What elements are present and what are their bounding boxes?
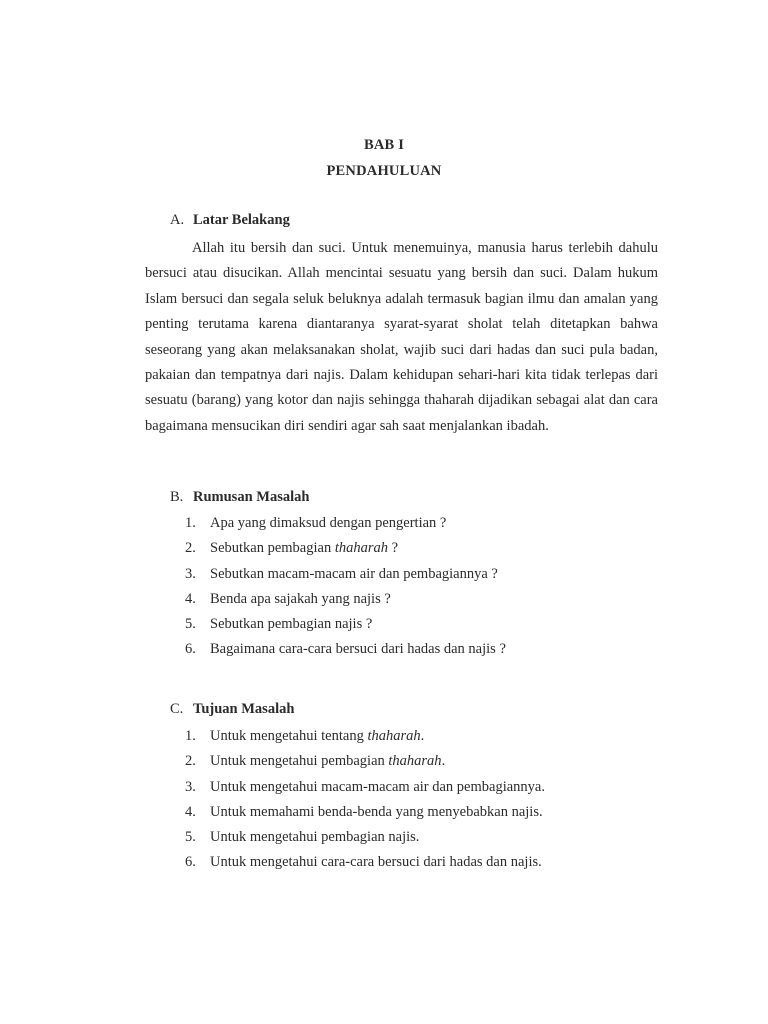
list-item	[185, 850, 545, 875]
chapter-number: BAB I	[363, 137, 405, 153]
list-item-number: 5.	[185, 829, 196, 846]
list-item	[185, 536, 506, 561]
section-a-letter: A.	[170, 212, 185, 228]
list-item	[185, 612, 506, 637]
list-item-number: 1.	[185, 515, 196, 531]
list-item	[185, 587, 506, 612]
list-item-text: Untuk mengetahui cara-cara bersuci dari hadas dan najis.	[210, 854, 542, 871]
list-item	[185, 724, 545, 749]
list-item-text: Benda apa sajakah yang najis ?	[210, 590, 391, 607]
list-item-suffix: .	[441, 753, 446, 770]
list-item-text: Untuk mengetahui macam-macam air dan pembagiannya.	[210, 778, 545, 795]
chapter-title: PENDAHULUAN	[326, 163, 442, 179]
background-paragraph: Allah itu bersih dan suci. Untuk menemuinya, manusia harus terlebih dahulu bersuci atau disucikan. Allah mencintai sesuatu yang bersih dan suci. Dalam hukum Islam bersuci dan segala seluk beluknya adalah termasuk bagian ilmu dan amalan yang penting terutama karena diantaranya syarat-syarat sholat telah ditetapkan bahwa seseorang yang akan melaksanakan sholat, wajib suci dari hadas dan suci pula badan, pakaian dan tempatnya dari najis. Dalam kehidupan sehari-hari kita tidak terlepas dari sesuatu (barang) yang kotor dan najis sehingga thaharah dijadikan sebagai alat dan cara bagaimana mensucikan diri sendiri agar sah saat menjalankan ibadah.	[145, 240, 658, 434]
list-item	[185, 749, 545, 774]
list-item	[185, 825, 545, 850]
section-a-heading	[170, 212, 290, 229]
list-item-number: 2.	[185, 540, 196, 557]
list-item-text: Untuk mengetahui pembagian najis.	[210, 829, 420, 846]
list-item-number: 3.	[185, 778, 196, 795]
list-item-number: 2.	[185, 753, 196, 770]
section-b-title: Rumusan Masalah	[193, 489, 310, 505]
list-item-text: Sebutkan pembagian najis ?	[210, 616, 373, 633]
list-item-number: 4.	[185, 590, 196, 607]
list-item-italic: thaharah	[367, 728, 421, 744]
list-item	[185, 511, 506, 536]
list-item-italic: thaharah	[334, 540, 389, 557]
list-item-number: 5.	[185, 616, 196, 633]
list-item	[185, 775, 545, 800]
list-item-text: Apa yang dimaksud dengan pengertian ?	[210, 515, 447, 531]
objectives-list	[185, 724, 545, 876]
section-c-title: Tujuan Masalah	[193, 701, 295, 717]
section-b-heading	[170, 489, 309, 506]
list-item-number: 1.	[185, 728, 196, 744]
list-item-number: 4.	[185, 803, 196, 820]
list-item	[185, 800, 545, 825]
list-item-text: Sebutkan pembagian	[210, 540, 335, 557]
list-item	[185, 637, 506, 662]
list-item-text: Untuk mengetahui tentang	[210, 728, 368, 744]
section-c-letter: C.	[170, 701, 184, 717]
list-item-number: 6.	[185, 641, 196, 658]
list-item-number: 6.	[185, 854, 196, 871]
list-item-number: 3.	[185, 565, 196, 582]
problem-formulation-list	[185, 511, 506, 663]
list-item-text: Sebutkan macam-macam air dan pembagiannya ?	[210, 565, 498, 582]
list-item-text: Untuk mengetahui pembagian	[210, 753, 389, 770]
list-item-suffix: .	[420, 728, 425, 744]
section-c-heading	[170, 701, 294, 718]
list-item-italic: thaharah	[388, 753, 442, 770]
list-item	[185, 562, 506, 587]
list-item-text: Untuk memahami benda-benda yang menyebabkan najis.	[210, 803, 543, 820]
list-item-suffix: ?	[388, 540, 399, 557]
section-a-title: Latar Belakang	[193, 212, 290, 228]
section-b-letter: B.	[170, 489, 184, 505]
list-item-text: Bagaimana cara-cara bersuci dari hadas dan najis ?	[210, 641, 506, 658]
